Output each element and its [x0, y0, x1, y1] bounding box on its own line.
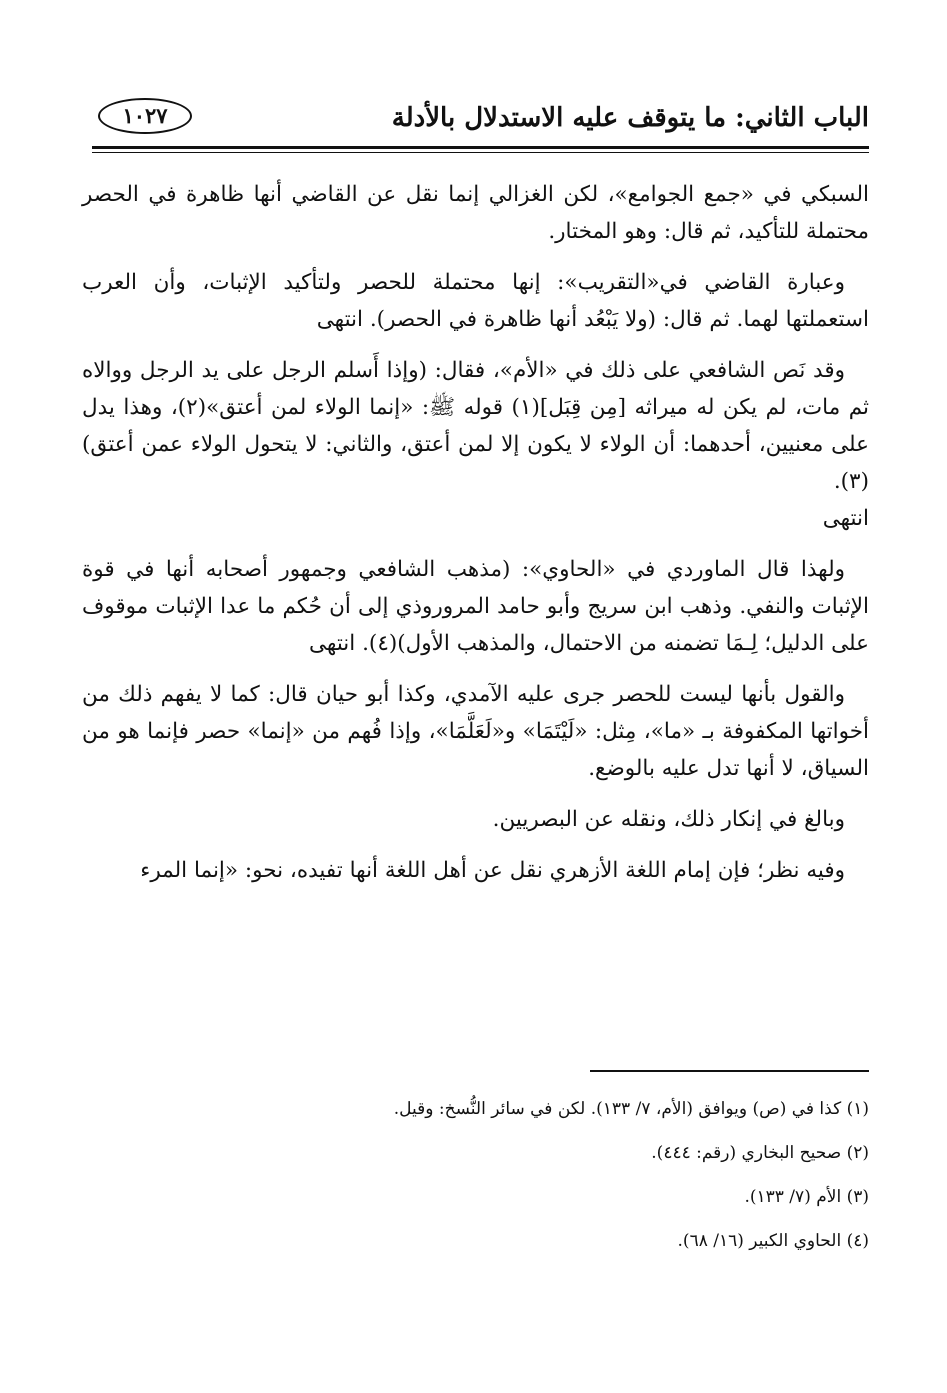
- paragraph: السبكي في «جمع الجوامع»، لكن الغزالي إنما نقل عن القاضي أنها ظاهرة في الحصر محتملة للتأكيد، ثم قال: وهو المختار.: [82, 182, 869, 244]
- header-rule: [92, 146, 869, 149]
- paragraph: ولهذا قال الماوردي في «الحاوي»: (مذهب الشافعي وجمهور أصحابه أنها في قوة الإثبات والنفي. وذهب ابن سريج وأبو حامد المروروذي إلى أن حُكم ما عدا الإثبات موقوف على الدليل؛ لِـمَا تضمنه من الاحتمال، والمذهب الأول)(٤). انتهى: [82, 557, 869, 656]
- paragraph: وبالغ في إنكار ذلك، ونقله عن البصريين.: [492, 807, 845, 832]
- header-rule-thin: [92, 152, 869, 153]
- paragraph: وقد نَص الشافعي على ذلك في «الأم»، فقال: (وإذا أَسلم الرجل على يد الرجل ووالاه ثم مات، لم يكن له ميراثه [مِن قِبَل](١) قوله ﷺ: «إنما الولاء لمن أعتق»(٢)، وهذا يدل على معنيين، أحدهما: أن الولاء لا يكون إلا لمن أعتق، والثاني: لا يتحول الولاء عمن أعتق)(٣).: [82, 358, 869, 494]
- paragraph: انتهى: [822, 506, 869, 531]
- main-text: [82, 176, 869, 903]
- running-header: [92, 92, 869, 144]
- page-number-badge: ١٠٢٧: [98, 98, 192, 134]
- footnote: (٢) صحيح البخاري (رقم: ٤٤٤).: [651, 1143, 869, 1163]
- footnote-separator: [590, 1070, 869, 1072]
- footnote: (٤) الحاوي الكبير (١٦/ ٦٨).: [677, 1231, 869, 1251]
- chapter-title: الباب الثاني: ما يتوقف عليه الاستدلال بالأدلة: [391, 103, 869, 133]
- paragraph: وفيه نظر؛ فإن إمام اللغة الأزهري نقل عن أهل اللغة أنها تفيده، نحو: «إنما المرء: [140, 858, 845, 883]
- footnotes: [82, 1098, 869, 1274]
- footnote: (١) كذا في (ص) ويوافق (الأم، ٧/ ١٣٣). لكن في سائر النُّسخ: وقيل.: [393, 1099, 869, 1119]
- footnote: (٣) الأم (٧/ ١٣٣).: [744, 1187, 869, 1207]
- paragraph: وعبارة القاضي في«التقريب»: إنها محتملة للحصر ولتأكيد الإثبات، وأن العرب استعملتها لهما. ثم قال: (ولا يَبْعُد أنها ظاهرة في الحصر). انتهى: [82, 270, 869, 332]
- paragraph: والقول بأنها ليست للحصر جرى عليه الآمدي، وكذا أبو حيان قال: كما لا يفهم ذلك من أخواتها المكفوفة بـ «ما»، مِثل: «لَيْتَمَا» و«لَعَلَّمَا»، وإذا فُهم من «إنما» حصر فإنما هو من السياق، لا أنها تدل عليه بالوضع.: [82, 682, 869, 781]
